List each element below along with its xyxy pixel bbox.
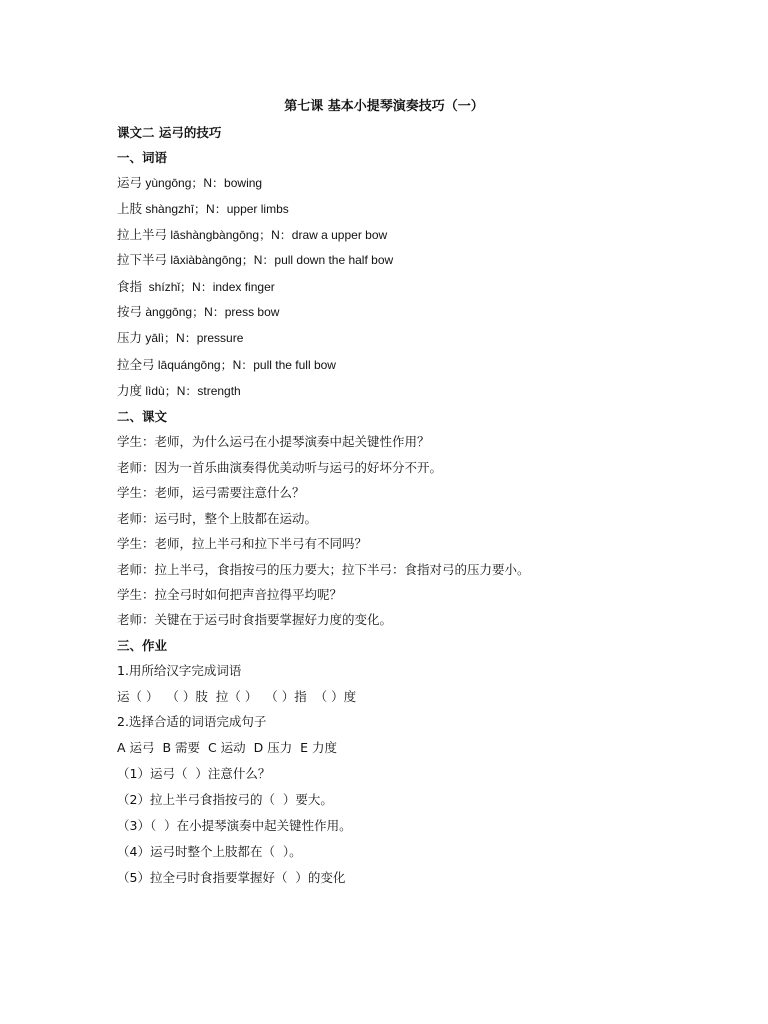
vocab-item: 按弓 ànggōng；N：press bow (117, 304, 280, 319)
homework-q2-item: （3）（ ）在小提琴演奏中起关键性作用。 (117, 818, 352, 833)
dialogue-line: 老师：拉上半弓，食指按弓的压力要大；拉下半弓：食指对弓的压力要小。 (117, 562, 530, 577)
vocab-item: 上肢 shàngzhī；N：upper limbs (117, 201, 289, 216)
section-heading-homework: 三、作业 (117, 638, 168, 653)
dialogue-line: 学生：老师，拉上半弓和拉下半弓有不同吗？ (117, 536, 368, 551)
dialogue-line: 老师：关键在于运弓时食指要掌握好力度的变化。 (117, 612, 393, 627)
section-heading-vocabulary: 一、词语 (117, 150, 168, 165)
homework-question-2: 2.选择合适的词语完成句子 (117, 714, 267, 729)
dialogue-line: 老师：因为一首乐曲演奏得优美动听与运弓的好坏分不开。 (117, 460, 443, 475)
vocab-item: 拉上半弓 lāshàngbàngōng；N：draw a upper bow (117, 227, 388, 242)
page-title: 第七课 基本小提琴演奏技巧（一） (284, 99, 484, 114)
lesson-subtitle: 课文二 运弓的技巧 (117, 125, 222, 140)
homework-q2-item: （1）运弓（ ）注意什么？ (117, 766, 271, 781)
section-heading-text: 二、课文 (117, 409, 168, 424)
dialogue-line: 学生：老师，为什么运弓在小提琴演奏中起关键性作用？ (117, 434, 430, 449)
dialogue-line: 老师：运弓时，整个上肢都在运动。 (117, 511, 318, 526)
vocab-item: 拉下半弓 lāxiàbàngōng；N：pull down the half bow (117, 252, 394, 267)
dialogue-line: 学生：拉全弓时如何把声音拉得平均呢？ (117, 587, 343, 602)
homework-q2-options: A 运弓 B 需要 C 运动 D 压力 E 力度 (117, 740, 338, 755)
homework-question-1: 1.用所给汉字完成词语 (117, 663, 242, 678)
vocab-item: 拉全弓 lāquángōng；N：pull the full bow (117, 357, 336, 372)
vocab-item: 力度 lìdù；N：strength (117, 383, 241, 398)
dialogue-line: 学生：老师，运弓需要注意什么？ (117, 485, 305, 500)
homework-q2-item: （4）运弓时整个上肢都在（ ）。 (117, 844, 302, 859)
vocab-item: 食指 shízhǐ；N：index finger (117, 279, 275, 294)
homework-q2-item: （2）拉上半弓食指按弓的（ ）要大。 (117, 792, 333, 807)
vocab-item: 压力 yālì；N：pressure (117, 330, 244, 345)
vocab-item: 运弓 yùngōng；N：bowing (117, 175, 263, 190)
homework-q1-items: 运（ ） （ ）肢 拉（ ） （ ）指 （ ）度 (117, 689, 357, 704)
homework-q2-item: （5）拉全弓时食指要掌握好（ ）的变化 (117, 870, 346, 885)
